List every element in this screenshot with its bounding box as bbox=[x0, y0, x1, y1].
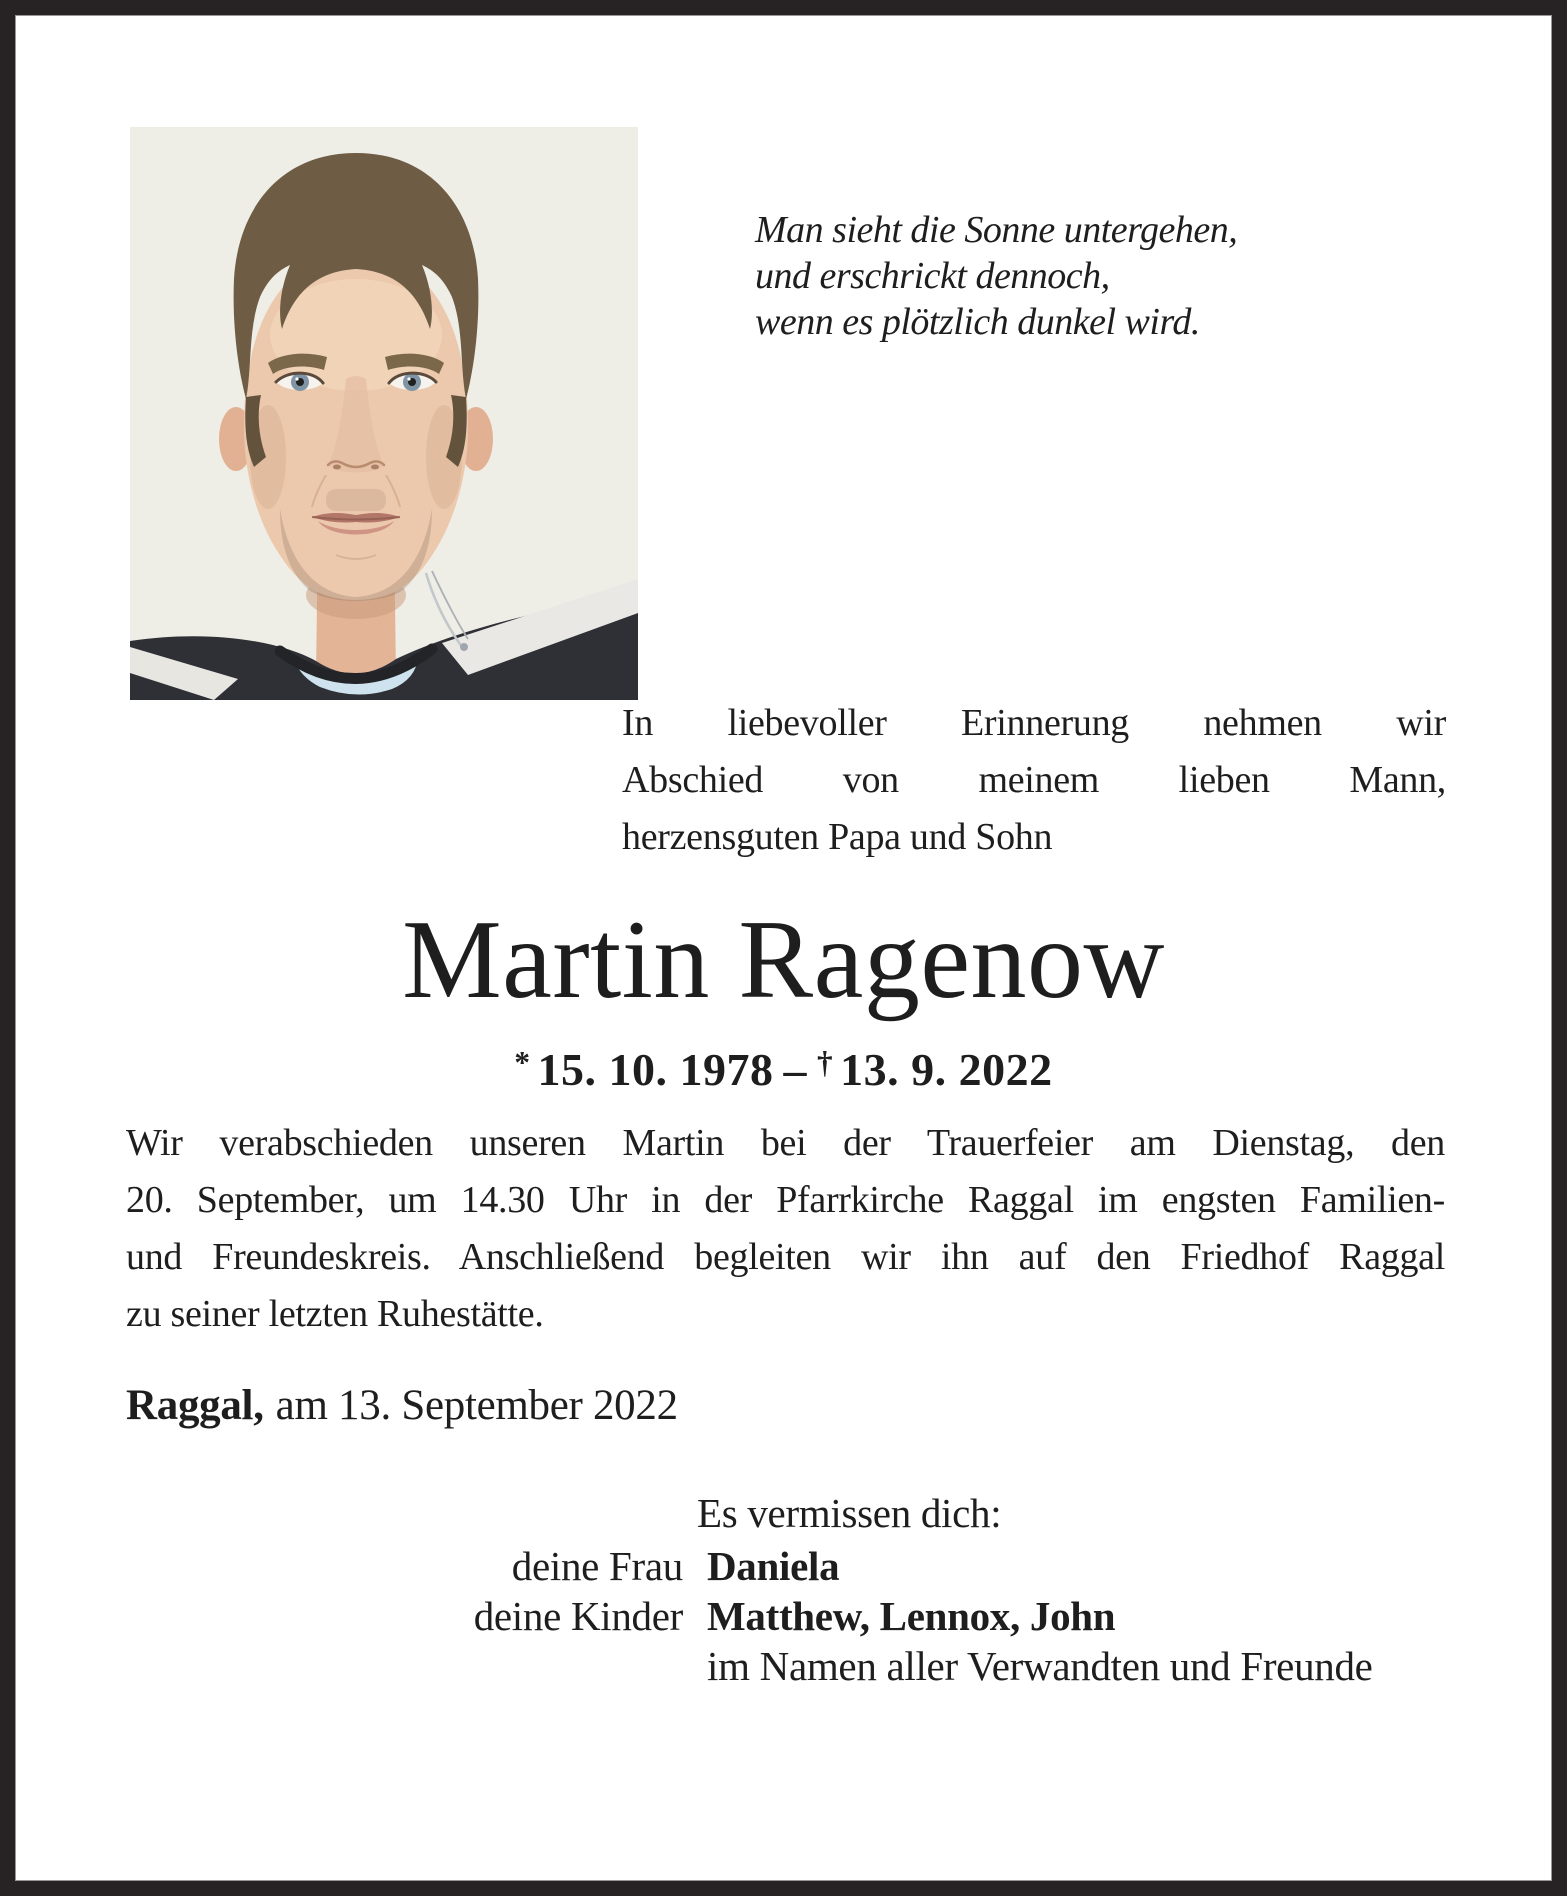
portrait-photo-graphic bbox=[130, 127, 638, 700]
announcement-date: am 13. September 2022 bbox=[275, 1382, 678, 1429]
poem-line: Man sieht die Sonne untergehen, bbox=[755, 209, 1238, 251]
closing-heading: Es vermissen dich: bbox=[697, 1490, 1002, 1536]
announcement-line: 20. September, um 14.30 Uhr in der Pfarrkirche Raggal im engsten Familien- bbox=[126, 1179, 1445, 1221]
intro-line: In liebevoller Erinnerung nehmen wir bbox=[622, 702, 1446, 744]
funeral-announcement bbox=[126, 1115, 1445, 1343]
announcement-line: und Freundeskreis. Anschließend begleiten wir ihn auf den Friedhof Raggal bbox=[126, 1236, 1445, 1278]
place-name: Raggal, bbox=[126, 1382, 264, 1429]
mourner-row bbox=[15, 1541, 1455, 1591]
date-separator: – bbox=[783, 1044, 807, 1095]
mourner-relation bbox=[15, 1641, 683, 1691]
life-dates bbox=[15, 1043, 1552, 1096]
announcement-line: Wir verabschieden unseren Martin bei der Trauerfeier am Dienstag, den bbox=[126, 1122, 1445, 1164]
place-date-line bbox=[126, 1381, 678, 1430]
portrait-photo bbox=[130, 127, 638, 700]
mourner-names: im Namen aller Verwandten und Freunde bbox=[707, 1643, 1373, 1689]
mourner-relation: deine Frau bbox=[511, 1543, 683, 1589]
mourners-list bbox=[15, 1541, 1455, 1691]
intro-line: herzensguten Papa und Sohn bbox=[622, 816, 1053, 858]
death-cross-symbol: † bbox=[817, 1044, 834, 1080]
announcement-line: zu seiner letzten Ruhestätte. bbox=[126, 1293, 544, 1335]
deceased-name: Martin Ragenow bbox=[402, 898, 1165, 1022]
mourner-row bbox=[15, 1591, 1455, 1641]
mourner-names: Daniela bbox=[707, 1543, 840, 1589]
death-date: 13. 9. 2022 bbox=[840, 1044, 1053, 1095]
poem-line: wenn es plötzlich dunkel wird. bbox=[755, 301, 1200, 343]
intro-line: Abschied von meinem lieben Mann, bbox=[622, 759, 1446, 801]
poem-line: und erschrickt dennoch, bbox=[755, 255, 1110, 297]
birth-date: 15. 10. 1978 bbox=[537, 1044, 774, 1095]
mourner-row bbox=[15, 1641, 1455, 1691]
birth-star-symbol: * bbox=[514, 1044, 531, 1080]
memorial-poem bbox=[755, 207, 1375, 345]
introduction-text bbox=[622, 695, 1446, 866]
mourner-relation: deine Kinder bbox=[473, 1593, 683, 1639]
mourner-names: Matthew, Lennox, John bbox=[707, 1593, 1116, 1639]
